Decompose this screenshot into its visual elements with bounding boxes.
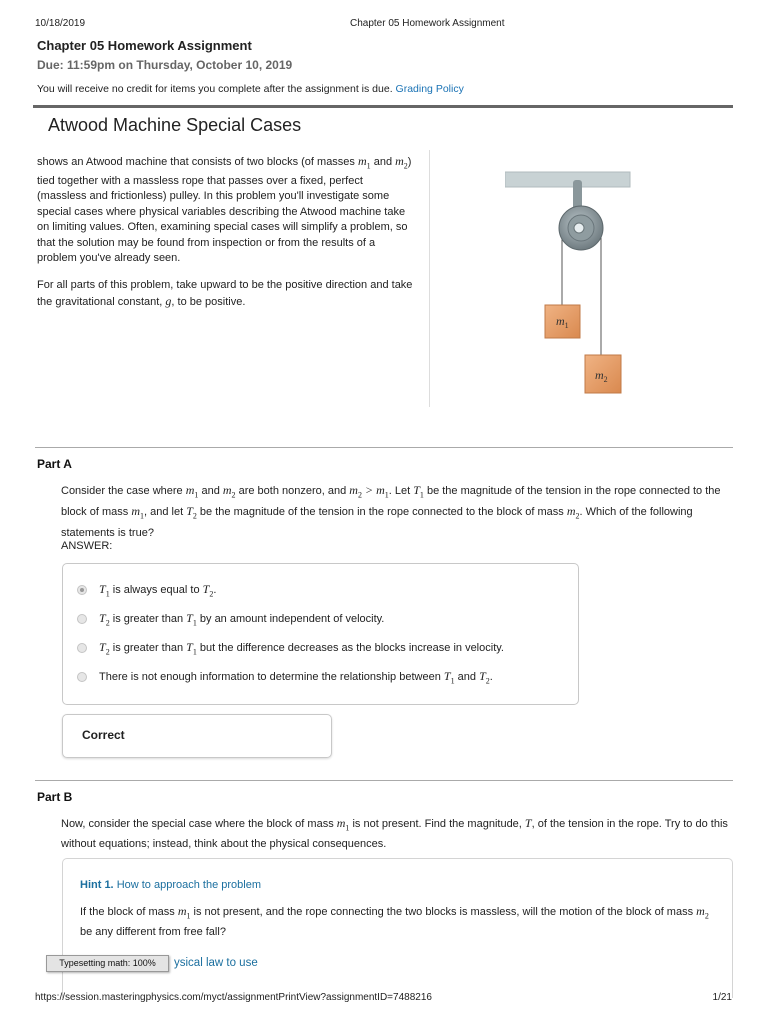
hint-1-toggle[interactable]	[80, 879, 261, 891]
math-T1: $T_1$	[99, 582, 110, 599]
math-T1: $T_1$	[443, 669, 455, 686]
math-g: g	[165, 293, 172, 308]
problem-conventions	[37, 278, 415, 310]
math-m1: $m_1$	[357, 154, 371, 171]
math-m1: $m_1$	[376, 483, 389, 500]
intro-text-1: shows an Atwood machine that consists of two blocks (of masses	[37, 156, 358, 168]
math-m2: $m_2$	[566, 504, 580, 521]
answer-label: ANSWER:	[61, 540, 113, 552]
math-T2: $T_2$	[186, 504, 197, 521]
block-m1-label: $m_1$	[556, 314, 569, 330]
problem-title: Atwood Machine Special Cases	[48, 115, 302, 135]
part-b-question: Now, consider the special case where the block of mass $m_1$ is not present. Find the magnitude, T, of the tension in the rope. Try to do this without equations; instead, think about the physical consequences.	[61, 816, 728, 851]
assignment-title: Chapter 05 Homework Assignment	[37, 38, 252, 53]
math-T2: $T_2$	[479, 669, 490, 686]
math-m1: $m_1$	[177, 904, 191, 921]
math-m2: $m_2$	[696, 904, 709, 921]
option-1[interactable]: $T_1$ is always equal to $T_2$ .	[77, 582, 216, 598]
feedback-box	[62, 714, 332, 758]
part-b-divider	[35, 780, 733, 781]
figure-divider	[429, 150, 430, 407]
option-1-text: is always equal to	[112, 584, 200, 597]
intro-text-2: and	[370, 156, 396, 168]
math-T2: $T_2$	[202, 582, 214, 599]
problem-intro	[37, 154, 415, 267]
part-b-title: Part B	[37, 790, 73, 804]
print-header-title: Chapter 05 Homework Assignment	[350, 18, 505, 29]
print-url: https://session.masteringphysics.com/myct/assignmentPrintView?assignmentID=7488216	[35, 992, 432, 1003]
intro-text-3: ) tied together with a massless rope that passes over a fixed, perfect (massless and frictionless) pulley. In this problem you'll investigate some special cases where physical variables describing the Atwood machine take on limiting values. Often, examining special cases will simplify a problem, so that the solution may be found from inspection or from the results of a problem you've already seen.	[37, 156, 412, 265]
math-T1: $T_1$	[186, 640, 197, 657]
radio-unselected[interactable]	[77, 672, 87, 682]
part-a-divider	[35, 447, 733, 448]
math-m2: $m_2$	[395, 154, 408, 171]
radio-selected[interactable]	[77, 585, 87, 595]
answer-options-box	[62, 563, 579, 705]
conventions-text-1: For all parts of this problem, take upward to be the positive direction and take the gravitational constant,	[37, 279, 413, 308]
option-2[interactable]: $T_2$ is greater than $T_1$ by an amount independent of velocity.	[77, 611, 384, 627]
typesetting-math-tooltip: Typesetting math: 100%	[46, 955, 169, 972]
pulley-axle	[574, 223, 584, 233]
hints-box	[62, 858, 733, 998]
math-T2: $T_2$	[99, 640, 110, 657]
grading-policy-link[interactable]: Grading Policy	[395, 83, 464, 95]
header-divider	[33, 105, 733, 108]
radio-unselected[interactable]	[77, 643, 87, 653]
part-a-title: Part A	[37, 457, 72, 471]
option-3-text: is greater than	[112, 642, 184, 655]
option-4[interactable]: There is not enough information to determine the relationship between $T_1$ and $T_2$ .	[77, 669, 493, 685]
credit-notice	[37, 83, 464, 95]
credit-notice-text: You will receive no credit for items you complete after the assignment is due.	[37, 83, 393, 95]
atwood-machine-figure	[505, 170, 645, 400]
hint-2-toggle[interactable]: ysical law to use	[174, 957, 258, 969]
math-m1: $m_1$	[131, 504, 144, 521]
option-4-text: There is not enough information to determine the relationship between	[99, 671, 441, 684]
print-date: 10/18/2019	[35, 18, 86, 29]
option-3[interactable]: $T_2$ is greater than $T_1$ but the difference decreases as the blocks increase in velocity.	[77, 640, 504, 656]
option-2-text: is greater than	[112, 613, 184, 626]
hint-1-title: How to approach the problem	[116, 879, 261, 891]
math-T1: $T_1$	[413, 483, 424, 500]
part-a-question: Consider the case where $m_1$ and $m_2$ are both nonzero, and $m_2 > m_1$. Let $T_1$ be the magnitude of the tension in the rope connected to the block of mass $m_1$, and let $T_2$ be the magnitude of the tension in the rope connected to the block of mass $m_2$. Which of the following statements is true?	[61, 483, 721, 539]
due-date: Due: 11:59pm on Thursday, October 10, 2019	[37, 58, 293, 72]
math-m2: $m_2$	[349, 483, 362, 500]
ceiling-bar	[505, 172, 630, 187]
block-m2-label: $m_2$	[595, 368, 608, 384]
page-number: 1/21	[712, 992, 732, 1003]
math-T2: $T_2$	[99, 611, 110, 628]
math-m2: $m_2$	[222, 483, 236, 500]
math-T: T	[524, 816, 532, 830]
math-T1: $T_1$	[186, 611, 197, 628]
feedback-correct: Correct	[82, 728, 125, 742]
hint-1-text: If the block of mass $m_1$ is not present, and the rope connecting the two blocks is massless, will the motion of the block of mass $m_2$ be any different from free fall?	[80, 904, 709, 939]
math-m1: $m_1$	[336, 816, 350, 833]
conventions-text-2: , to be positive.	[171, 295, 246, 308]
math-m1: $m_1$	[185, 483, 199, 500]
hint-1-label: Hint 1.	[80, 879, 114, 891]
radio-unselected[interactable]	[77, 614, 87, 624]
